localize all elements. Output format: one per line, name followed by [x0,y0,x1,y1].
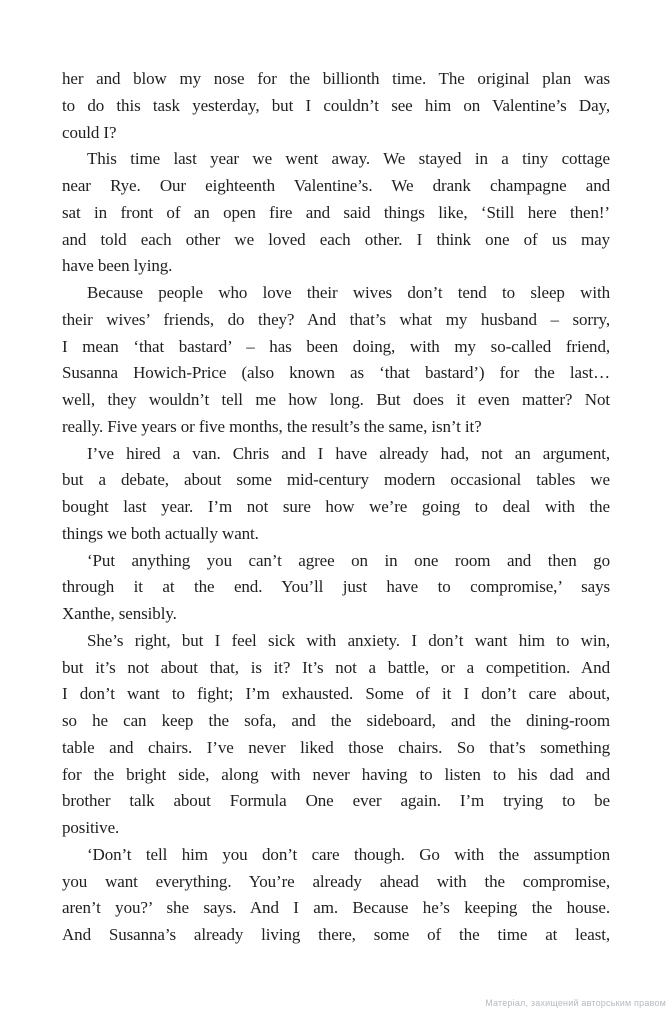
paragraph [62,842,610,949]
paragraph [62,280,610,441]
text-line: so he can keep the sofa, and the sideboard, and the dining-room [62,711,610,730]
text-line: ‘Put anything you can’t agree on in one room and then go [87,550,610,570]
text-line: sat in front of an open fire and said things like, ‘Still here then!’ [62,202,610,222]
text-line: well, they wouldn’t tell me how long. But does it even matter? Not [62,390,610,409]
paragraph [62,628,610,842]
text-line: I’ve hired a van. Chris and I have already had, not an argument, [87,443,610,463]
text-line: ‘Don’t tell him you don’t care though. Go with the assumption [87,844,610,864]
text-line: This time last year we went away. We stayed in a tiny cottage [87,149,610,169]
text-line: her and blow my nose for the billionth time. The original plan was [62,69,610,88]
text-line: through it at the end. You’ll just have to compromise,’ says [62,577,610,597]
text-line: aren’t you?’ she says. And I am. Because he’s keeping the house. [62,898,610,918]
text-line: but it’s not about that, is it? It’s not a battle, or a competition. And [62,657,610,677]
paragraph [62,548,610,628]
text-line: I don’t want to fight; I’m exhausted. Some of it I don’t care about, [62,684,610,704]
page-text-block [62,66,610,949]
text-line: positive. [62,818,120,837]
text-line: really. Five years or five months, the result’s the same, isn’t it? [62,416,482,436]
text-line: and told each other we loved each other. I think one of us may [62,229,610,249]
text-line: And Susanna’s already living there, some of the time at least, [62,925,610,944]
text-line: their wives’ friends, do they? And that’s what my husband – sorry, [62,309,610,329]
text-line: Because people who love their wives don’t tend to sleep with [87,283,610,302]
text-line: you want everything. You’re already ahead with the compromise, [62,871,610,891]
paragraph [62,66,610,146]
text-line: She’s right, but I feel sick with anxiety. I don’t want him to win, [87,630,610,650]
text-line: Susanna Howich-Price (also known as ‘that bastard’) for the last… [62,363,610,383]
text-line: I mean ‘that bastard’ – has been doing, with my so-called friend, [62,336,610,356]
text-line: have been lying. [62,256,173,276]
text-line: Xanthe, sensibly. [62,604,177,623]
text-line: bought last year. I’m not sure how we’re going to deal with the [62,497,610,516]
text-line: to do this task yesterday, but I couldn’t see him on Valentine’s Day, [62,95,610,115]
text-line: could I? [62,122,117,142]
text-line: for the bright side, along with never having to listen to his dad and [62,764,610,784]
copyright-watermark: Матеріал, захищений авторським правом [485,998,666,1008]
text-line: brother talk about Formula One ever again. I’m trying to be [62,791,610,811]
text-line: near Rye. Our eighteenth Valentine’s. We drank champagne and [62,176,610,195]
paragraph [62,441,610,548]
text-line: things we both actually want. [62,523,259,543]
paragraph [62,146,610,280]
text-line: table and chairs. I’ve never liked those chairs. So that’s something [62,737,610,757]
text-line: but a debate, about some mid-century modern occasional tables we [62,470,610,490]
